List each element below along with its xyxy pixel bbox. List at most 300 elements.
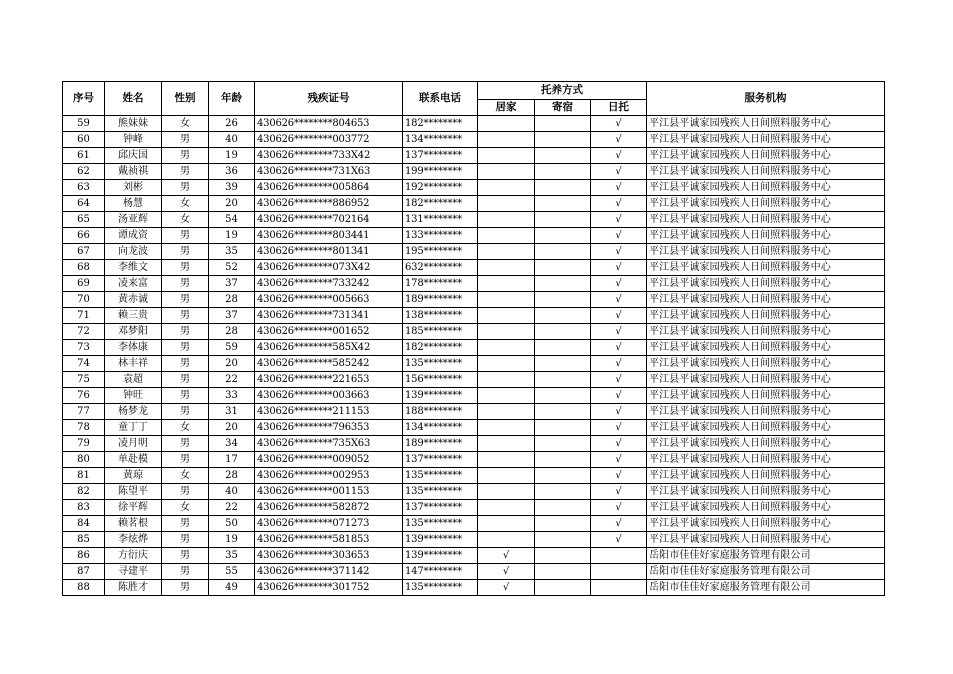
cell-name: 杨梦龙: [105, 404, 162, 420]
cell-age: 26: [209, 116, 255, 132]
cell-seq: 77: [63, 404, 105, 420]
cell-day: √: [591, 132, 647, 148]
cell-age: 20: [209, 420, 255, 436]
cell-age: 35: [209, 244, 255, 260]
cell-gender: 男: [162, 388, 209, 404]
cell-board: [535, 564, 591, 580]
cell-board: [535, 148, 591, 164]
cell-name: 邓梦阳: [105, 324, 162, 340]
cell-org: 平江县平诚家园残疾人日间照料服务中心: [647, 116, 885, 132]
cell-board: [535, 276, 591, 292]
cell-day: √: [591, 148, 647, 164]
cell-phone: 135********: [403, 516, 478, 532]
table-row: [63, 148, 885, 164]
cell-gender: 女: [162, 500, 209, 516]
cell-day: √: [591, 308, 647, 324]
cell-day: √: [591, 276, 647, 292]
cell-gender: 男: [162, 228, 209, 244]
cell-org: 岳阳市佳佳好家庭服务管理有限公司: [647, 564, 885, 580]
cell-home: [478, 468, 535, 484]
table-body: [63, 116, 885, 596]
cell-board: [535, 548, 591, 564]
cell-board: [535, 484, 591, 500]
cell-name: 赖三贵: [105, 308, 162, 324]
cell-age: 20: [209, 196, 255, 212]
cell-home: √: [478, 580, 535, 596]
cell-gender: 男: [162, 340, 209, 356]
cell-seq: 79: [63, 436, 105, 452]
cell-home: [478, 340, 535, 356]
cell-org: 平江县平诚家园残疾人日间照料服务中心: [647, 436, 885, 452]
cell-phone: 189********: [403, 436, 478, 452]
cell-home: [478, 388, 535, 404]
cell-org: 平江县平诚家园残疾人日间照料服务中心: [647, 276, 885, 292]
cell-gender: 男: [162, 580, 209, 596]
cell-home: [478, 132, 535, 148]
cell-day: √: [591, 372, 647, 388]
cell-age: 49: [209, 580, 255, 596]
cell-id: 430626********001652: [255, 324, 403, 340]
cell-org: 平江县平诚家园残疾人日间照料服务中心: [647, 308, 885, 324]
cell-id: 430626********001153: [255, 484, 403, 500]
table-row: [63, 500, 885, 516]
cell-day: √: [591, 356, 647, 372]
cell-day: √: [591, 324, 647, 340]
header-care-mode: 托养方式: [478, 82, 647, 100]
cell-home: [478, 420, 535, 436]
cell-seq: 78: [63, 420, 105, 436]
cell-home: [478, 324, 535, 340]
cell-home: [478, 484, 535, 500]
cell-name: 李炫烨: [105, 532, 162, 548]
table-row: [63, 132, 885, 148]
cell-seq: 86: [63, 548, 105, 564]
cell-gender: 女: [162, 420, 209, 436]
table-row: [63, 244, 885, 260]
cell-board: [535, 452, 591, 468]
cell-gender: 男: [162, 516, 209, 532]
cell-gender: 男: [162, 132, 209, 148]
header-gender: 性别: [162, 82, 209, 116]
cell-name: 汤亚辉: [105, 212, 162, 228]
cell-seq: 80: [63, 452, 105, 468]
cell-gender: 女: [162, 196, 209, 212]
cell-home: [478, 180, 535, 196]
cell-gender: 女: [162, 212, 209, 228]
table-row: [63, 164, 885, 180]
cell-day: √: [591, 164, 647, 180]
table-row: [63, 516, 885, 532]
cell-name: 徐平辉: [105, 500, 162, 516]
cell-day: √: [591, 532, 647, 548]
cell-home: [478, 500, 535, 516]
cell-gender: 男: [162, 356, 209, 372]
cell-org: 平江县平诚家园残疾人日间照料服务中心: [647, 132, 885, 148]
cell-board: [535, 532, 591, 548]
cell-phone: 178********: [403, 276, 478, 292]
cell-org: 平江县平诚家园残疾人日间照料服务中心: [647, 420, 885, 436]
cell-name: 黄赤诚: [105, 292, 162, 308]
cell-name: 寻建平: [105, 564, 162, 580]
cell-seq: 71: [63, 308, 105, 324]
cell-id: 430626********371142: [255, 564, 403, 580]
cell-id: 430626********801341: [255, 244, 403, 260]
cell-phone: 185********: [403, 324, 478, 340]
cell-board: [535, 324, 591, 340]
header-day: 日托: [591, 100, 647, 116]
header-name: 姓名: [105, 82, 162, 116]
cell-org: 平江县平诚家园残疾人日间照料服务中心: [647, 452, 885, 468]
cell-home: [478, 452, 535, 468]
cell-gender: 男: [162, 308, 209, 324]
cell-board: [535, 500, 591, 516]
cell-board: [535, 292, 591, 308]
cell-day: [591, 564, 647, 580]
cell-org: 平江县平诚家园残疾人日间照料服务中心: [647, 260, 885, 276]
disability-care-table: [62, 81, 885, 596]
cell-board: [535, 164, 591, 180]
cell-org: 平江县平诚家园残疾人日间照料服务中心: [647, 228, 885, 244]
cell-name: 单赴模: [105, 452, 162, 468]
cell-board: [535, 340, 591, 356]
table-row: [63, 532, 885, 548]
cell-home: √: [478, 548, 535, 564]
cell-day: √: [591, 212, 647, 228]
cell-day: √: [591, 420, 647, 436]
cell-name: 黄琼: [105, 468, 162, 484]
cell-board: [535, 404, 591, 420]
cell-home: [478, 244, 535, 260]
cell-id: 430626********733242: [255, 276, 403, 292]
cell-phone: 195********: [403, 244, 478, 260]
cell-name: 凌月明: [105, 436, 162, 452]
cell-org: 平江县平诚家园残疾人日间照料服务中心: [647, 180, 885, 196]
cell-age: 19: [209, 228, 255, 244]
cell-home: [478, 212, 535, 228]
cell-age: 40: [209, 484, 255, 500]
cell-gender: 男: [162, 436, 209, 452]
table-row: [63, 468, 885, 484]
table-row: [63, 356, 885, 372]
cell-gender: 男: [162, 452, 209, 468]
cell-home: [478, 276, 535, 292]
cell-name: 刘彬: [105, 180, 162, 196]
cell-board: [535, 244, 591, 260]
table-row: [63, 116, 885, 132]
cell-home: [478, 196, 535, 212]
cell-name: 童丁丁: [105, 420, 162, 436]
cell-phone: 135********: [403, 580, 478, 596]
cell-org: 平江县平诚家园残疾人日间照料服务中心: [647, 340, 885, 356]
cell-gender: 男: [162, 244, 209, 260]
cell-phone: 189********: [403, 292, 478, 308]
cell-day: √: [591, 196, 647, 212]
cell-name: 李体康: [105, 340, 162, 356]
cell-seq: 63: [63, 180, 105, 196]
cell-id: 430626********303653: [255, 548, 403, 564]
cell-age: 37: [209, 276, 255, 292]
table-row: [63, 260, 885, 276]
cell-name: 凌来富: [105, 276, 162, 292]
cell-org: 平江县平诚家园残疾人日间照料服务中心: [647, 196, 885, 212]
cell-phone: 139********: [403, 532, 478, 548]
cell-home: [478, 308, 535, 324]
table-row: [63, 420, 885, 436]
cell-name: 向龙波: [105, 244, 162, 260]
cell-id: 430626********585X42: [255, 340, 403, 356]
cell-board: [535, 388, 591, 404]
cell-org: 平江县平诚家园残疾人日间照料服务中心: [647, 212, 885, 228]
cell-day: √: [591, 404, 647, 420]
cell-id: 430626********581853: [255, 532, 403, 548]
cell-name: 袁超: [105, 372, 162, 388]
cell-phone: 135********: [403, 468, 478, 484]
cell-org: 平江县平诚家园残疾人日间照料服务中心: [647, 164, 885, 180]
cell-id: 430626********796353: [255, 420, 403, 436]
cell-name: 赖茗根: [105, 516, 162, 532]
cell-age: 20: [209, 356, 255, 372]
cell-id: 430626********221653: [255, 372, 403, 388]
table-row: [63, 292, 885, 308]
cell-age: 31: [209, 404, 255, 420]
cell-age: 40: [209, 132, 255, 148]
cell-gender: 女: [162, 116, 209, 132]
cell-day: √: [591, 468, 647, 484]
cell-board: [535, 180, 591, 196]
cell-age: 28: [209, 292, 255, 308]
cell-age: 54: [209, 212, 255, 228]
cell-board: [535, 516, 591, 532]
cell-seq: 70: [63, 292, 105, 308]
cell-age: 19: [209, 148, 255, 164]
table-row: [63, 180, 885, 196]
cell-id: 430626********582872: [255, 500, 403, 516]
cell-day: √: [591, 436, 647, 452]
cell-id: 430626********071273: [255, 516, 403, 532]
header-age: 年龄: [209, 82, 255, 116]
cell-age: 39: [209, 180, 255, 196]
cell-seq: 84: [63, 516, 105, 532]
cell-day: √: [591, 516, 647, 532]
header-home: 居家: [478, 100, 535, 116]
cell-seq: 62: [63, 164, 105, 180]
cell-gender: 男: [162, 532, 209, 548]
cell-id: 430626********585242: [255, 356, 403, 372]
cell-day: √: [591, 244, 647, 260]
cell-name: 钟旺: [105, 388, 162, 404]
cell-org: 平江县平诚家园残疾人日间照料服务中心: [647, 484, 885, 500]
cell-org: 平江县平诚家园残疾人日间照料服务中心: [647, 532, 885, 548]
cell-id: 430626********886952: [255, 196, 403, 212]
table-row: [63, 388, 885, 404]
cell-seq: 81: [63, 468, 105, 484]
header-phone: 联系电话: [403, 82, 478, 116]
cell-phone: 182********: [403, 116, 478, 132]
header-id: 残疾证号: [255, 82, 403, 116]
cell-phone: 137********: [403, 148, 478, 164]
cell-phone: 139********: [403, 388, 478, 404]
cell-gender: 男: [162, 564, 209, 580]
cell-board: [535, 196, 591, 212]
cell-day: √: [591, 500, 647, 516]
cell-phone: 182********: [403, 340, 478, 356]
cell-board: [535, 420, 591, 436]
cell-board: [535, 116, 591, 132]
cell-gender: 女: [162, 468, 209, 484]
table-row: [63, 196, 885, 212]
cell-seq: 66: [63, 228, 105, 244]
cell-id: 430626********301752: [255, 580, 403, 596]
table-row: [63, 340, 885, 356]
cell-seq: 82: [63, 484, 105, 500]
cell-home: [478, 516, 535, 532]
cell-board: [535, 436, 591, 452]
cell-name: 杨慧: [105, 196, 162, 212]
cell-phone: 137********: [403, 452, 478, 468]
cell-org: 平江县平诚家园残疾人日间照料服务中心: [647, 148, 885, 164]
cell-day: √: [591, 340, 647, 356]
table-row: [63, 212, 885, 228]
cell-id: 430626********211153: [255, 404, 403, 420]
header-seq: 序号: [63, 82, 105, 116]
table-row: [63, 452, 885, 468]
cell-day: [591, 548, 647, 564]
cell-home: [478, 148, 535, 164]
cell-board: [535, 580, 591, 596]
table-row: [63, 324, 885, 340]
cell-name: 李维文: [105, 260, 162, 276]
cell-home: [478, 228, 535, 244]
table-row: [63, 276, 885, 292]
cell-day: √: [591, 260, 647, 276]
table-row: [63, 404, 885, 420]
cell-gender: 男: [162, 372, 209, 388]
cell-seq: 60: [63, 132, 105, 148]
cell-name: 钟峰: [105, 132, 162, 148]
cell-org: 平江县平诚家园残疾人日间照料服务中心: [647, 372, 885, 388]
cell-home: [478, 356, 535, 372]
cell-phone: 156********: [403, 372, 478, 388]
cell-age: 33: [209, 388, 255, 404]
cell-seq: 76: [63, 388, 105, 404]
cell-org: 平江县平诚家园残疾人日间照料服务中心: [647, 292, 885, 308]
cell-gender: 男: [162, 484, 209, 500]
cell-board: [535, 308, 591, 324]
cell-org: 平江县平诚家园残疾人日间照料服务中心: [647, 500, 885, 516]
cell-board: [535, 260, 591, 276]
cell-gender: 男: [162, 548, 209, 564]
cell-day: √: [591, 452, 647, 468]
cell-gender: 男: [162, 324, 209, 340]
cell-org: 平江县平诚家园残疾人日间照料服务中心: [647, 516, 885, 532]
cell-seq: 85: [63, 532, 105, 548]
cell-seq: 65: [63, 212, 105, 228]
cell-board: [535, 356, 591, 372]
cell-org: 平江县平诚家园残疾人日间照料服务中心: [647, 404, 885, 420]
header-org: 服务机构: [647, 82, 885, 116]
cell-gender: 男: [162, 148, 209, 164]
cell-phone: 147********: [403, 564, 478, 580]
cell-board: [535, 228, 591, 244]
cell-id: 430626********005864: [255, 180, 403, 196]
cell-seq: 88: [63, 580, 105, 596]
cell-phone: 135********: [403, 356, 478, 372]
cell-id: 430626********073X42: [255, 260, 403, 276]
cell-gender: 男: [162, 180, 209, 196]
cell-org: 岳阳市佳佳好家庭服务管理有限公司: [647, 548, 885, 564]
cell-board: [535, 132, 591, 148]
cell-age: 37: [209, 308, 255, 324]
cell-seq: 87: [63, 564, 105, 580]
cell-name: 戴祯祺: [105, 164, 162, 180]
cell-day: √: [591, 228, 647, 244]
cell-org: 平江县平诚家园残疾人日间照料服务中心: [647, 244, 885, 260]
cell-phone: 199********: [403, 164, 478, 180]
cell-phone: 133********: [403, 228, 478, 244]
cell-name: 方衍庆: [105, 548, 162, 564]
cell-name: 邱庆国: [105, 148, 162, 164]
cell-org: 岳阳市佳佳好家庭服务管理有限公司: [647, 580, 885, 596]
cell-age: 34: [209, 436, 255, 452]
cell-id: 430626********735X63: [255, 436, 403, 452]
cell-seq: 64: [63, 196, 105, 212]
cell-id: 430626********702164: [255, 212, 403, 228]
cell-phone: 182********: [403, 196, 478, 212]
table-row: [63, 564, 885, 580]
cell-age: 50: [209, 516, 255, 532]
cell-phone: 131********: [403, 212, 478, 228]
cell-name: 陈胜才: [105, 580, 162, 596]
cell-board: [535, 468, 591, 484]
cell-name: 谭成资: [105, 228, 162, 244]
cell-seq: 72: [63, 324, 105, 340]
cell-phone: 137********: [403, 500, 478, 516]
cell-id: 430626********005663: [255, 292, 403, 308]
cell-home: [478, 164, 535, 180]
cell-phone: 188********: [403, 404, 478, 420]
table-row: [63, 484, 885, 500]
cell-id: 430626********009052: [255, 452, 403, 468]
cell-name: 林丰祥: [105, 356, 162, 372]
cell-seq: 69: [63, 276, 105, 292]
cell-id: 430626********002953: [255, 468, 403, 484]
cell-gender: 男: [162, 276, 209, 292]
cell-age: 59: [209, 340, 255, 356]
table-row: [63, 228, 885, 244]
cell-day: √: [591, 484, 647, 500]
cell-home: [478, 436, 535, 452]
cell-gender: 男: [162, 292, 209, 308]
cell-board: [535, 372, 591, 388]
table-row: [63, 436, 885, 452]
cell-gender: 男: [162, 404, 209, 420]
cell-board: [535, 212, 591, 228]
table-row: [63, 372, 885, 388]
cell-gender: 男: [162, 260, 209, 276]
cell-home: [478, 372, 535, 388]
cell-name: 陈望平: [105, 484, 162, 500]
cell-seq: 68: [63, 260, 105, 276]
cell-id: 430626********804653: [255, 116, 403, 132]
cell-gender: 男: [162, 164, 209, 180]
cell-home: [478, 532, 535, 548]
header-board: 寄宿: [535, 100, 591, 116]
cell-id: 430626********733X42: [255, 148, 403, 164]
cell-phone: 192********: [403, 180, 478, 196]
cell-day: √: [591, 292, 647, 308]
cell-home: √: [478, 564, 535, 580]
cell-id: 430626********731341: [255, 308, 403, 324]
